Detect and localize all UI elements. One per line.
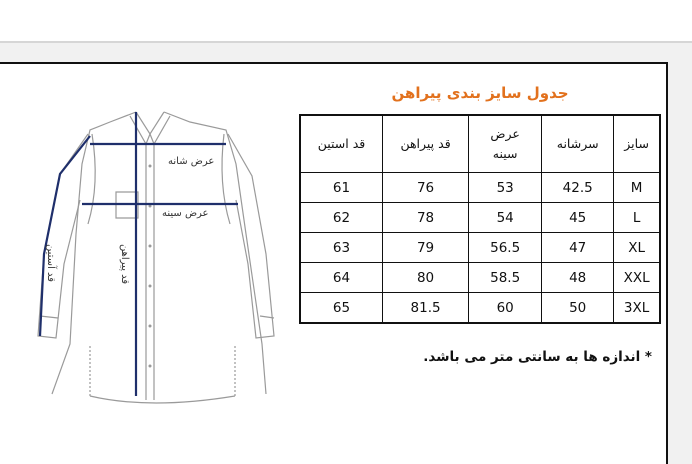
sleeve-label: قد آستین <box>45 244 56 283</box>
cell-sleeve: 65 <box>300 293 382 324</box>
cell-size: M <box>614 173 660 203</box>
header-size: سایز <box>614 115 660 173</box>
table-row <box>300 233 660 263</box>
chest-label: عرض سینه <box>162 208 209 219</box>
page-title: جدول سایز بندی پیراهن <box>391 84 569 102</box>
cell-size: 3XL <box>614 293 660 324</box>
size-table <box>299 114 661 324</box>
table-row <box>300 263 660 293</box>
cell-length: 80 <box>382 263 468 293</box>
cell-sleeve: 61 <box>300 173 382 203</box>
sleeve-measure-line <box>40 136 90 336</box>
cell-length: 81.5 <box>382 293 468 324</box>
top-strip <box>0 0 692 42</box>
length-label: قد پیراهن <box>119 244 130 285</box>
header-chest <box>469 115 542 173</box>
cell-shoulder: 48 <box>542 263 614 293</box>
table-row <box>300 203 660 233</box>
cell-chest: 58.5 <box>469 263 542 293</box>
header-sleeve: قد استین <box>300 115 382 173</box>
table-row <box>300 293 660 324</box>
size-guide-card <box>0 62 668 464</box>
cell-length: 76 <box>382 173 468 203</box>
cell-size: XL <box>614 233 660 263</box>
cell-shoulder: 50 <box>542 293 614 324</box>
cell-chest: 53 <box>469 173 542 203</box>
table-header-row <box>300 115 660 173</box>
header-chest-text: عرض سینه <box>490 126 520 161</box>
cell-sleeve: 64 <box>300 263 382 293</box>
measurement-note: * اندازه ها به سانتی متر می باشد. <box>423 349 652 365</box>
cell-chest: 54 <box>469 203 542 233</box>
cell-shoulder: 47 <box>542 233 614 263</box>
top-divider <box>0 41 692 43</box>
cell-sleeve: 63 <box>300 233 382 263</box>
shirt-diagram <box>30 104 280 404</box>
cell-chest: 60 <box>469 293 542 324</box>
cell-chest: 56.5 <box>469 233 542 263</box>
cell-length: 79 <box>382 233 468 263</box>
cell-sleeve: 62 <box>300 203 382 233</box>
header-length: قد پیراهن <box>382 115 468 173</box>
shoulder-label: عرض شانه <box>168 156 215 167</box>
header-shoulder: سرشانه <box>542 115 614 173</box>
table-row <box>300 173 660 203</box>
cell-size: XXL <box>614 263 660 293</box>
cell-length: 78 <box>382 203 468 233</box>
cell-shoulder: 45 <box>542 203 614 233</box>
cell-size: L <box>614 203 660 233</box>
cell-shoulder: 42.5 <box>542 173 614 203</box>
